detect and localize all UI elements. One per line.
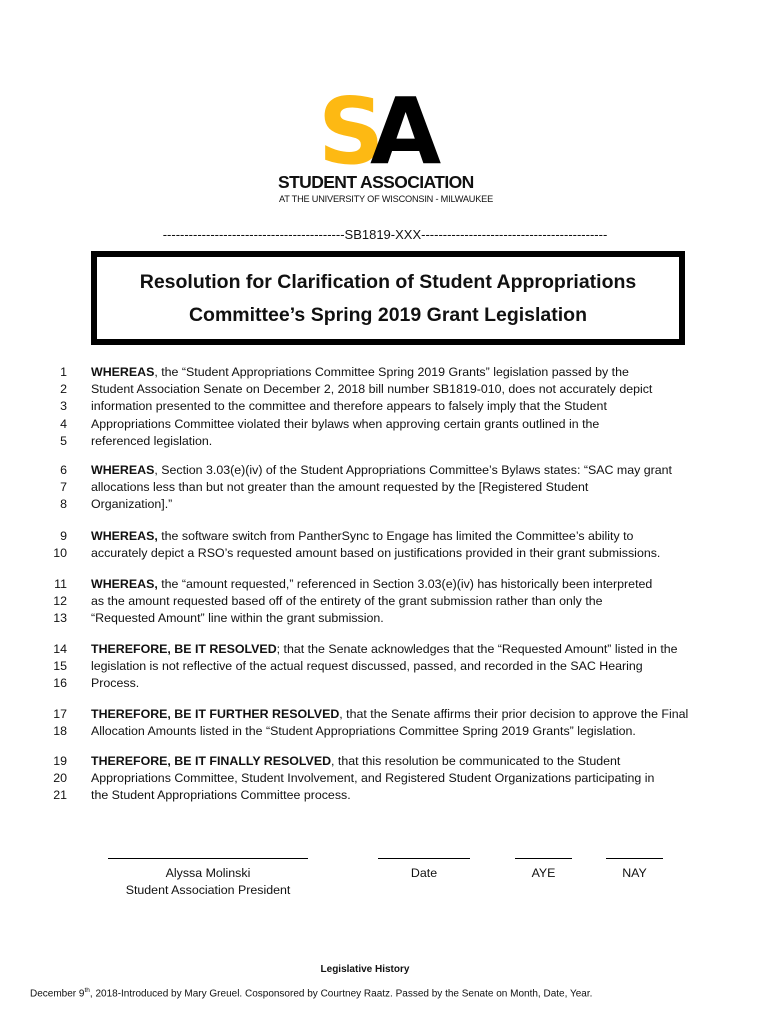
clause-line [91,576,652,593]
title-line-1: Resolution for Clarification of Student Appropriations [139,271,637,293]
clause-text: Appropriations Committee, Student Involvement, and Registered Student Organizations participating in [91,771,655,786]
title-box [91,251,685,345]
clause-text: information presented to the committee and therefore appears to falsely imply that the Student [91,399,607,414]
line-number: 14 [53,642,67,656]
aye-block [515,858,572,882]
nay-label: NAY [622,866,647,880]
clause-line [91,787,351,804]
legislative-history-title: Legislative History [320,964,410,975]
line-number: 19 [53,754,67,768]
line-number: 16 [53,676,67,691]
president-signature-line [108,858,308,859]
clause-text: Student Association Senate on December 2, 2018 bill number SB1819-010, does not accurately depict [91,382,653,397]
clause-line [91,398,607,415]
clause-line [91,528,633,545]
clause-text: “Requested Amount” line within the grant submission. [91,611,384,626]
nay-block [606,858,663,882]
line-number: 4 [60,416,67,431]
clause-line [91,545,660,562]
history-date: December 9 [30,988,85,1000]
date-signature-block [378,858,470,882]
clause-line [91,753,620,770]
clause-text: Organization].” [91,497,173,512]
line-number: 8 [60,497,67,512]
president-name: Alyssa Molinski [165,866,251,880]
clause-line [91,593,603,610]
clause-text: , Section 3.03(e)(iv) of the Student Appropriations Committee’s Bylaws states: “SAC may grant [154,463,672,477]
clause-keyword: WHEREAS [91,365,155,379]
clause-text: , the “Student Appropriations Committee Spring 2019 Grants” legislation passed by the [154,365,629,379]
nay-line [606,858,663,859]
line-number: 1 [60,365,67,379]
president-title: Student Association President [125,883,291,897]
clause-line [91,610,384,627]
line-number: 10 [53,546,67,561]
clause-keyword: THEREFORE, BE IT FINALLY RESOLVED [91,754,332,768]
date-signature-line [378,858,470,859]
clause-text: Process. [91,676,140,691]
student-association-logo [278,88,498,208]
line-number: 2 [60,382,67,397]
line-number: 21 [53,788,67,803]
clause-line [91,675,139,692]
clause-text: as the amount requested based off of the entirety of the grant submission rather than only the [91,594,603,609]
line-number: 15 [53,659,67,674]
clause-text: the “amount requested,” referenced in Section 3.03(e)(iv) has historically been interpreted [157,577,653,591]
clause-keyword: WHEREAS, [91,577,158,591]
org-name: STUDENT ASSOCIATION [278,172,474,192]
line-number: 5 [60,433,67,448]
resolution-title [97,266,679,332]
date-label: Date [410,866,438,880]
line-number: 11 [54,577,67,591]
clause-text: allocations less than but not greater than the amount requested by the [Registered Student [91,480,589,495]
president-signature-block [108,858,308,899]
line-number: 9 [60,529,67,543]
history-date-suffix: th [84,987,90,994]
clause-text: Appropriations Committee violated their bylaws when approving certain grants outlined in the [91,416,600,431]
clause-text: ; that the Senate acknowledges that the “Requested Amount” listed in the [276,642,678,656]
line-number: 17 [53,707,67,721]
clause-keyword: THEREFORE, BE IT FURTHER RESOLVED [91,707,340,721]
clause-line [91,723,636,740]
org-subtitle: AT THE UNIVERSITY OF WISCONSIN - MILWAUKEE [279,194,493,204]
clause-text: referenced legislation. [91,433,213,448]
clause-line [91,433,212,450]
clause-text: , that the Senate affirms their prior decision to approve the Final [339,707,689,721]
clause-keyword: THEREFORE, BE IT RESOLVED [91,642,277,656]
clause-line [91,416,599,433]
clause-line [91,641,678,658]
line-number: 12 [53,594,67,609]
clause-line [91,381,652,398]
history-details: , 2018-Introduced by Mary Greuel. Cosponsored by Courtney Raatz. Passed by the Senate on Month, Date, Year. [89,988,593,1000]
clause-line [91,496,172,513]
aye-label: AYE [531,866,556,880]
bill-number-line: ------------------------------------------SB1819-XXX------------------------------------------- [162,227,608,242]
clause-text: the software switch from PantherSync to Engage has limited the Committee’s ability to [157,529,634,543]
aye-line [515,858,572,859]
clause-line [91,706,688,723]
logo-s-letter: S [318,88,377,172]
line-number: 20 [53,771,67,786]
line-number: 18 [53,724,67,739]
logo-a-letter: A [370,88,442,172]
line-number: 3 [60,399,67,414]
line-number: 7 [60,480,67,495]
clause-text: accurately depict a RSO’s requested amount based on justifications provided in their grant submissions. [91,546,661,561]
clause-text: legislation is not reflective of the actual request discussed, passed, and recorded in the SAC Hearing [91,659,643,674]
clause-keyword: WHEREAS [91,463,155,477]
clause-text: , that this resolution be communicated to the Student [331,754,621,768]
legislative-history-text [30,987,592,999]
title-line-2: Committee’s Spring 2019 Grant Legislation [188,304,588,326]
clause-text: Allocation Amounts listed in the “Student Appropriations Committee Spring 2019 Grants” legislation. [91,724,636,739]
sa-logo-mark [278,88,498,172]
clause-line [91,770,654,787]
line-number: 13 [53,611,67,626]
clause-line [91,479,588,496]
clause-line [91,658,643,675]
clause-keyword: WHEREAS, [91,529,158,543]
clause-line [91,462,672,479]
line-number: 6 [60,463,67,477]
clause-text: the Student Appropriations Committee process. [91,788,351,803]
clause-line [91,364,629,381]
